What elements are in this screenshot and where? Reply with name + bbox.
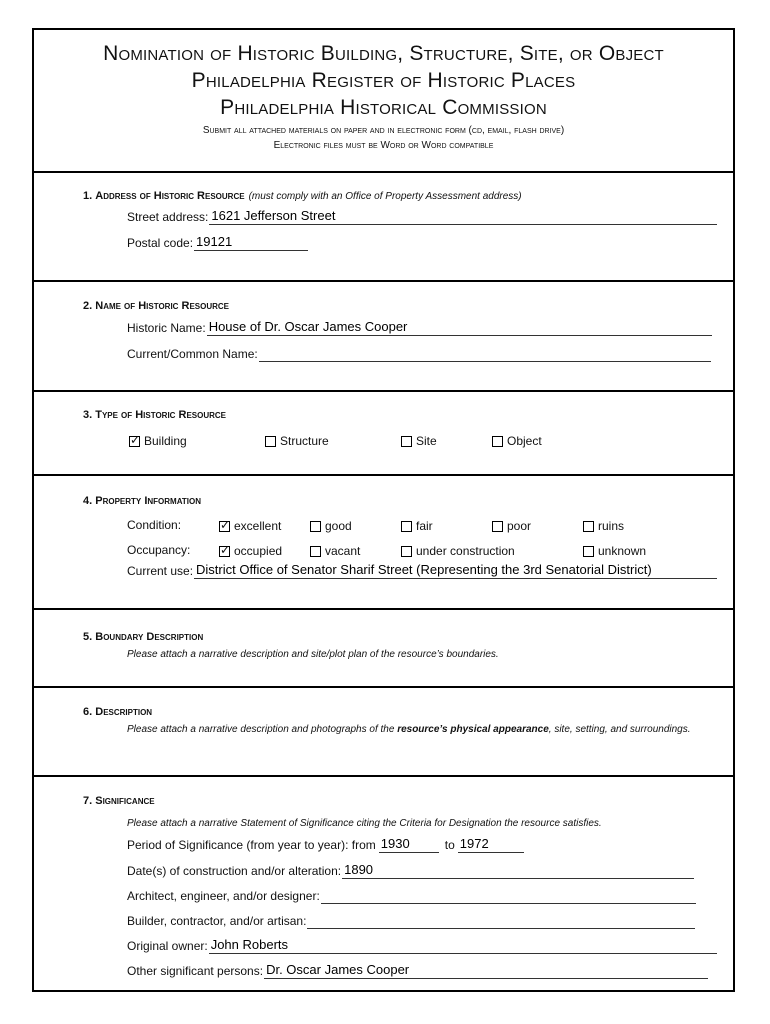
occupancy-occupied-checkbox[interactable]: ✓ occupied: [220, 542, 283, 558]
section-divider: [34, 474, 733, 476]
condition-poor-checkbox[interactable]: poor: [492, 519, 531, 533]
section-divider: [34, 171, 733, 173]
submission-instructions: Submit all attached materials on paper and in electronic form (cd, email, flash drive): [202, 125, 565, 136]
checkbox-box: [310, 521, 321, 532]
architect-row: [127, 887, 696, 904]
period-to-label: to: [444, 838, 455, 852]
architect-label: Architect, engineer, and/or designer:: [127, 889, 320, 903]
postal-code-field[interactable]: 19121: [194, 234, 308, 251]
type-building-checkbox[interactable]: ✓ Building: [130, 432, 187, 448]
significance-instructions: Please attach a narrative Statement of Significance citing the Criteria for Designation the resource satisfies.: [127, 818, 602, 829]
section-1-title: 1. Address of Historic Resource (must comply with an Office of Property Assessment address): [83, 190, 522, 202]
commission-title: Philadelphia Historical Commission: [220, 96, 547, 119]
checkbox-box: [492, 436, 503, 447]
section-5-title: 5. Boundary Description: [83, 631, 204, 643]
condition-ruins-checkbox[interactable]: ruins: [583, 519, 624, 533]
section-2-title: 2. Name of Historic Resource: [83, 300, 229, 312]
checkbox-box: [310, 546, 321, 557]
section-divider: [34, 775, 733, 777]
section-divider: [34, 280, 733, 282]
file-format-note: Electronic files must be Word or Word compatible: [273, 140, 494, 151]
original-owner-field[interactable]: John Roberts: [209, 937, 717, 954]
current-use-row: [127, 562, 717, 579]
nomination-form: [32, 28, 735, 992]
checkmark-icon: ✓: [220, 517, 231, 532]
type-structure-checkbox[interactable]: Structure: [265, 434, 329, 448]
builder-label: Builder, contractor, and/or artisan:: [127, 914, 307, 928]
section-3-title: 3. Type of Historic Resource: [83, 409, 227, 421]
common-name-row: [127, 345, 711, 362]
historic-name-field[interactable]: House of Dr. Oscar James Cooper: [207, 319, 712, 336]
current-use-label: Current use:: [127, 564, 194, 578]
postal-code-row: [127, 234, 308, 251]
significant-persons-label: Other significant persons:: [127, 964, 264, 978]
section-7-title: 7. Significance: [83, 795, 155, 807]
architect-field[interactable]: [321, 887, 696, 904]
period-from-field[interactable]: 1930: [379, 836, 439, 853]
builder-field[interactable]: [307, 912, 695, 929]
checkbox-box: [129, 432, 141, 447]
checkbox-box: [219, 542, 231, 557]
occupancy-label: Occupancy:: [127, 543, 191, 557]
significant-persons-field[interactable]: Dr. Oscar James Cooper: [264, 962, 708, 979]
original-owner-row: [127, 937, 717, 954]
register-title: Philadelphia Register of Historic Places: [191, 69, 576, 92]
section-divider: [34, 686, 733, 688]
boundary-instructions: Please attach a narrative description and site/plot plan of the resource’s boundaries.: [127, 649, 499, 660]
occupancy-vacant-checkbox[interactable]: vacant: [310, 544, 360, 558]
section-4-title: 4. Property Information: [83, 495, 201, 507]
address-note: (must comply with an Office of Property Assessment address): [248, 191, 522, 202]
significant-persons-row: [127, 962, 708, 979]
construction-dates-label: Date(s) of construction and/or alteration:: [127, 864, 342, 878]
current-use-field[interactable]: District Office of Senator Sharif Street (Representing the 3rd Senatorial District): [194, 562, 717, 579]
type-object-checkbox[interactable]: Object: [492, 434, 542, 448]
original-owner-label: Original owner:: [127, 939, 208, 953]
builder-row: [127, 912, 695, 929]
period-to-field[interactable]: 1972: [458, 836, 524, 853]
checkbox-box: [401, 546, 412, 557]
checkmark-icon: ✓: [220, 542, 231, 557]
description-instructions: Please attach a narrative description and photographs of the resource’s physical appearance, site, setting, and surroundings.: [127, 724, 691, 735]
historic-name-label: Historic Name:: [127, 321, 206, 335]
section-divider: [34, 390, 733, 392]
street-address-row: [127, 208, 717, 225]
historic-name-row: [127, 319, 712, 336]
checkbox-box: [492, 521, 503, 532]
street-address-label: Street address:: [127, 210, 209, 224]
checkbox-box: [583, 521, 594, 532]
occupancy-under-construction-checkbox[interactable]: under construction: [401, 544, 515, 558]
checkbox-box: [583, 546, 594, 557]
checkbox-box: [401, 521, 412, 532]
occupancy-unknown-checkbox[interactable]: unknown: [583, 544, 646, 558]
period-of-significance-row: [127, 836, 524, 853]
condition-label: Condition:: [127, 518, 182, 532]
postal-code-label: Postal code:: [127, 236, 194, 250]
condition-good-checkbox[interactable]: good: [310, 519, 352, 533]
construction-dates-row: [127, 862, 694, 879]
condition-fair-checkbox[interactable]: fair: [401, 519, 433, 533]
checkbox-box: [401, 436, 412, 447]
checkbox-box: [219, 517, 231, 532]
section-6-title: 6. Description: [83, 706, 153, 718]
form-title: Nomination of Historic Building, Structure, Site, or Object: [103, 42, 664, 65]
street-address-field[interactable]: 1621 Jefferson Street: [209, 208, 717, 225]
period-label: Period of Significance (from year to year): from: [127, 838, 376, 852]
type-site-checkbox[interactable]: Site: [401, 434, 437, 448]
common-name-field[interactable]: [259, 345, 711, 362]
checkmark-icon: ✓: [130, 432, 141, 447]
condition-excellent-checkbox[interactable]: ✓ excellent: [220, 517, 282, 533]
form-header: [34, 40, 733, 153]
checkbox-box: [265, 436, 276, 447]
common-name-label: Current/Common Name:: [127, 347, 258, 361]
construction-dates-field[interactable]: 1890: [342, 862, 694, 879]
section-divider: [34, 608, 733, 610]
